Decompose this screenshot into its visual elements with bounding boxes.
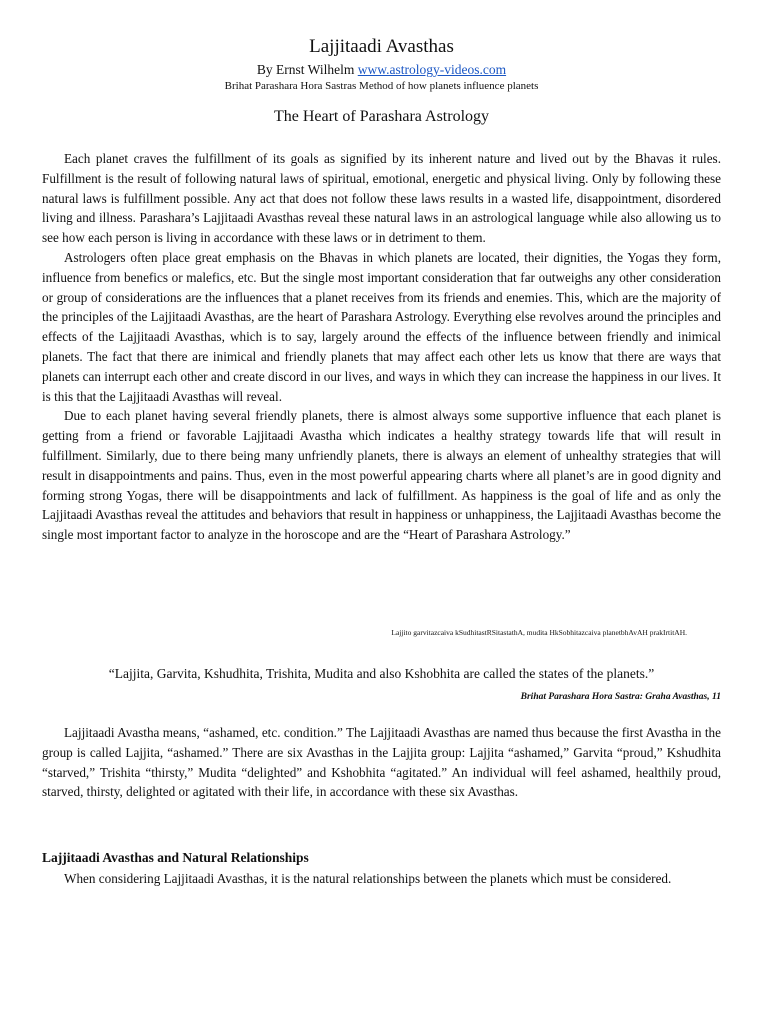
document-title: Lajjitaadi Avasthas bbox=[309, 36, 454, 57]
section-title: The Heart of Parashara Astrology bbox=[273, 108, 490, 125]
intro-paragraph-3: Due to each planet having several friendly planets, there is almost always some supportive influence that each planet is getting from a friend or favorable Lajjitaadi Avastha which indicates a healthy strategy towards life that will result in fulfillment. Similarly, due to there being many unfriendly planets, there is always an element of unhealthy strategies that will result in disappointments and pains. Thus, even in the most powerful appearing charts where all planet’s are in good dignity and forming strong Yogas, there will be disappointments and lack of fulfillment. As happiness is the goal of life and as only the Lajjitaadi Avasthas reveal the attitudes and behaviors that result in happiness or unhappiness, the Lajjitaadi Avasthas become the single most important factor to analyze in the horoscope and are the “Heart of Parashara Astrology.” bbox=[42, 408, 721, 543]
verse-quote: “Lajjita, Garvita, Kshudhita, Trishita, Mudita and also Kshobhita are called the states of the planets.” bbox=[108, 666, 655, 681]
quote-citation: Brihat Parashara Hora Sastra: Graha Avasthas, 11 bbox=[520, 692, 721, 702]
definition-paragraph: Lajjitaadi Avastha means, “ashamed, etc. condition.” The Lajjitaadi Avasthas are named thus because the first Avastha in the group is called Lajjita, “ashamed.” There are six Avasthas in the Lajjita group: Lajjita “ashamed,” Garvita “proud,” Kshudhita “starved,” Trishita “thirsty,” Mudita “delighted” and Kshobhita “agitated.” An individual will feel ashamed, healthily proud, starved, thirsty, delighted or agitated with their life, in accordance with these six Avasthas. bbox=[42, 725, 721, 800]
section2-text bbox=[42, 869, 721, 889]
intro-paragraph-2: Astrologers often place great emphasis on the Bhavas in which planets are located, their dignities, the Yogas they form, influence from benefics or malefics, etc. But the single most important consideration that far outweighs any other consideration or group of considerations are the influences that a planet receives from its friends and enemies. This, which are the majority of the principles of the Lajjitaadi Avasthas, are the heart of Parashara Astrology. Everything else revolves around the principles and effects of the Lajjitaadi Avasthas, which is to say, largely around the effects of the influence between friendly and inimical planets. The fact that there are inimical and friendly planets that may affect each other lets us know that there are ways that planets can interrupt each other and create discord in our lives, and ways in which they can increase the happiness in our lives. It is this that the Lajjitaadi Avasthas will reveal. bbox=[42, 249, 721, 404]
section2-paragraph: When considering Lajjitaadi Avasthas, it is the natural relationships between the planets which must be considered. bbox=[64, 871, 672, 886]
sanskrit-transliteration: Lajjito garvitazcaiva kSudhitastRSitastathA, mudita HkSobhitazcaiva planetbhAvAH prakIrtitAH. bbox=[391, 628, 687, 637]
website-link[interactable]: www.astrology-videos.com bbox=[357, 62, 507, 77]
intro-text bbox=[42, 149, 721, 545]
intro-paragraph-1: Each planet craves the fulfillment of its goals as signified by its inherent nature and lived out by the Bhavas it rules. Fulfillment is the result of following natural laws of spiritual, emotional, energetic and physical living. Only by following these natural laws is fulfillment possible. Any act that does not follow these laws results in a wasted life, disappointment, disordered living and illness. Parashara’s Lajjitaadi Avasthas reveal these natural laws in an astrological language while also allowing us to see how each person is living in accordance with these laws or in detriment to them. bbox=[42, 151, 721, 246]
document-subtitle: Brihat Parashara Hora Sastras Method of how planets influence planets bbox=[224, 80, 539, 92]
byline bbox=[42, 62, 721, 78]
section2-heading: Lajjitaadi Avasthas and Natural Relationships bbox=[42, 850, 309, 865]
definition-text bbox=[42, 723, 721, 802]
author-text: By Ernst Wilhelm bbox=[256, 62, 358, 77]
